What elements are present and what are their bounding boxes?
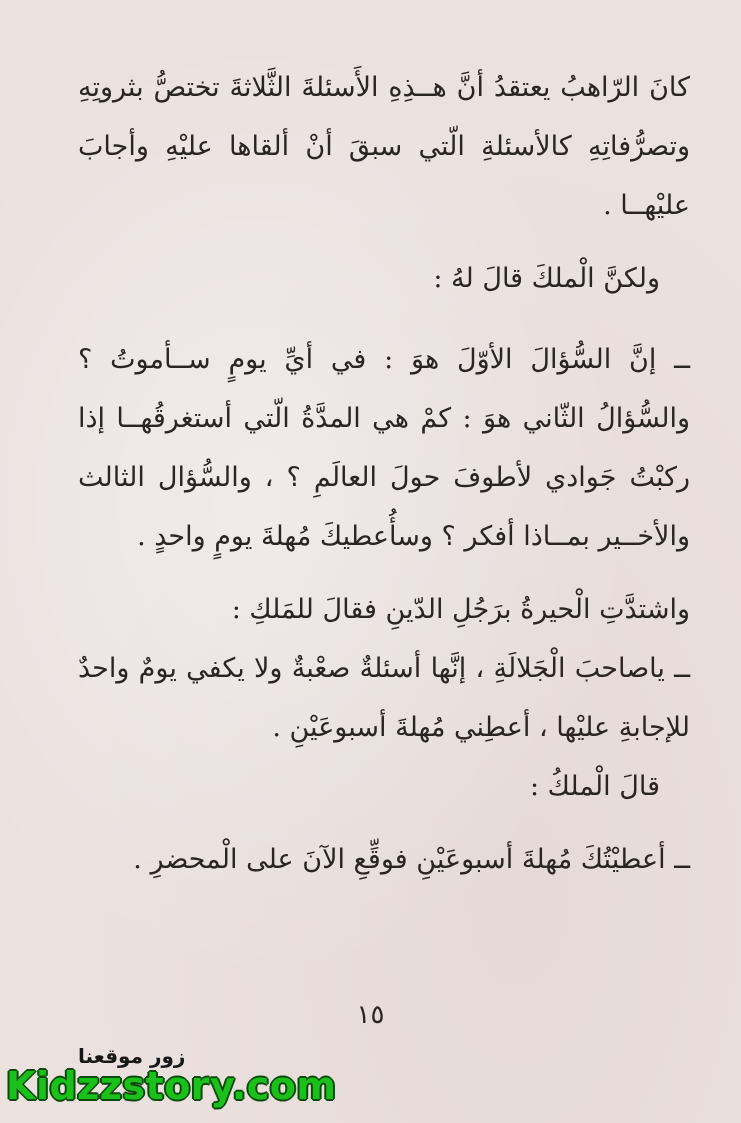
paragraph-king-said: قالَ الْملكُ : (529, 771, 660, 802)
watermark-site-logo: Kidzzstory.com (6, 1064, 337, 1108)
paragraph-three-questions: ــ إنَّ السُّؤالَ الأوّلَ هوَ : في أيِّ يومٍ ســأموتُ ؟ والسُّؤالُ الثّاني هوَ : كمْ هي المدَّةُ الّتي أستغرقُهــا إذا ركبْتُ جَوادي لأطوفَ حولَ العالَمِ ؟ ، والسُّؤال الثالث والأخــير بمــاذا أفكر ؟ وسأُعطيكَ مُهلةَ يومٍ واحدٍ . (78, 344, 690, 552)
paragraph-king-reply: ولكنَّ الْملكَ قالَ لهُ : (433, 263, 660, 294)
paragraph-monk-confusion: واشتدَّتِ الْحيرةُ برَجُلِ الدّينِ فقالَ للمَلكِ : (231, 594, 690, 625)
paragraph-king-grant: ــ أعطيْتُكَ مُهلةَ أسبوعَيْنِ فوقِّعِ الآنَ على الْمحضرِ . (133, 844, 690, 875)
paragraph-monk-belief: كانَ الرّاهبُ يعتقدُ أنَّ هــذِهِ الأَسئلةَ الثَّلاثةَ تختصُّ بثروتِهِ وتصرُّفاتِهِ كالأسئلةِ الّتي سبقَ أنْ ألقاها عليْهِ وأجابَ عليْهــا . (78, 72, 690, 221)
page-number: ١٥ (356, 1000, 385, 1030)
story-text (78, 58, 690, 889)
paragraph-monk-request: ــ ياصاحبَ الْجَلالَةِ ، إنَّها أسئلةٌ صعْبةٌ ولا يكفي يومٌ واحدٌ للإجابةِ عليْها ، أعطِني مُهلةَ أسبوعَيْنِ . (78, 653, 690, 743)
watermark-visit-text: زور موقعنا (78, 1044, 186, 1068)
